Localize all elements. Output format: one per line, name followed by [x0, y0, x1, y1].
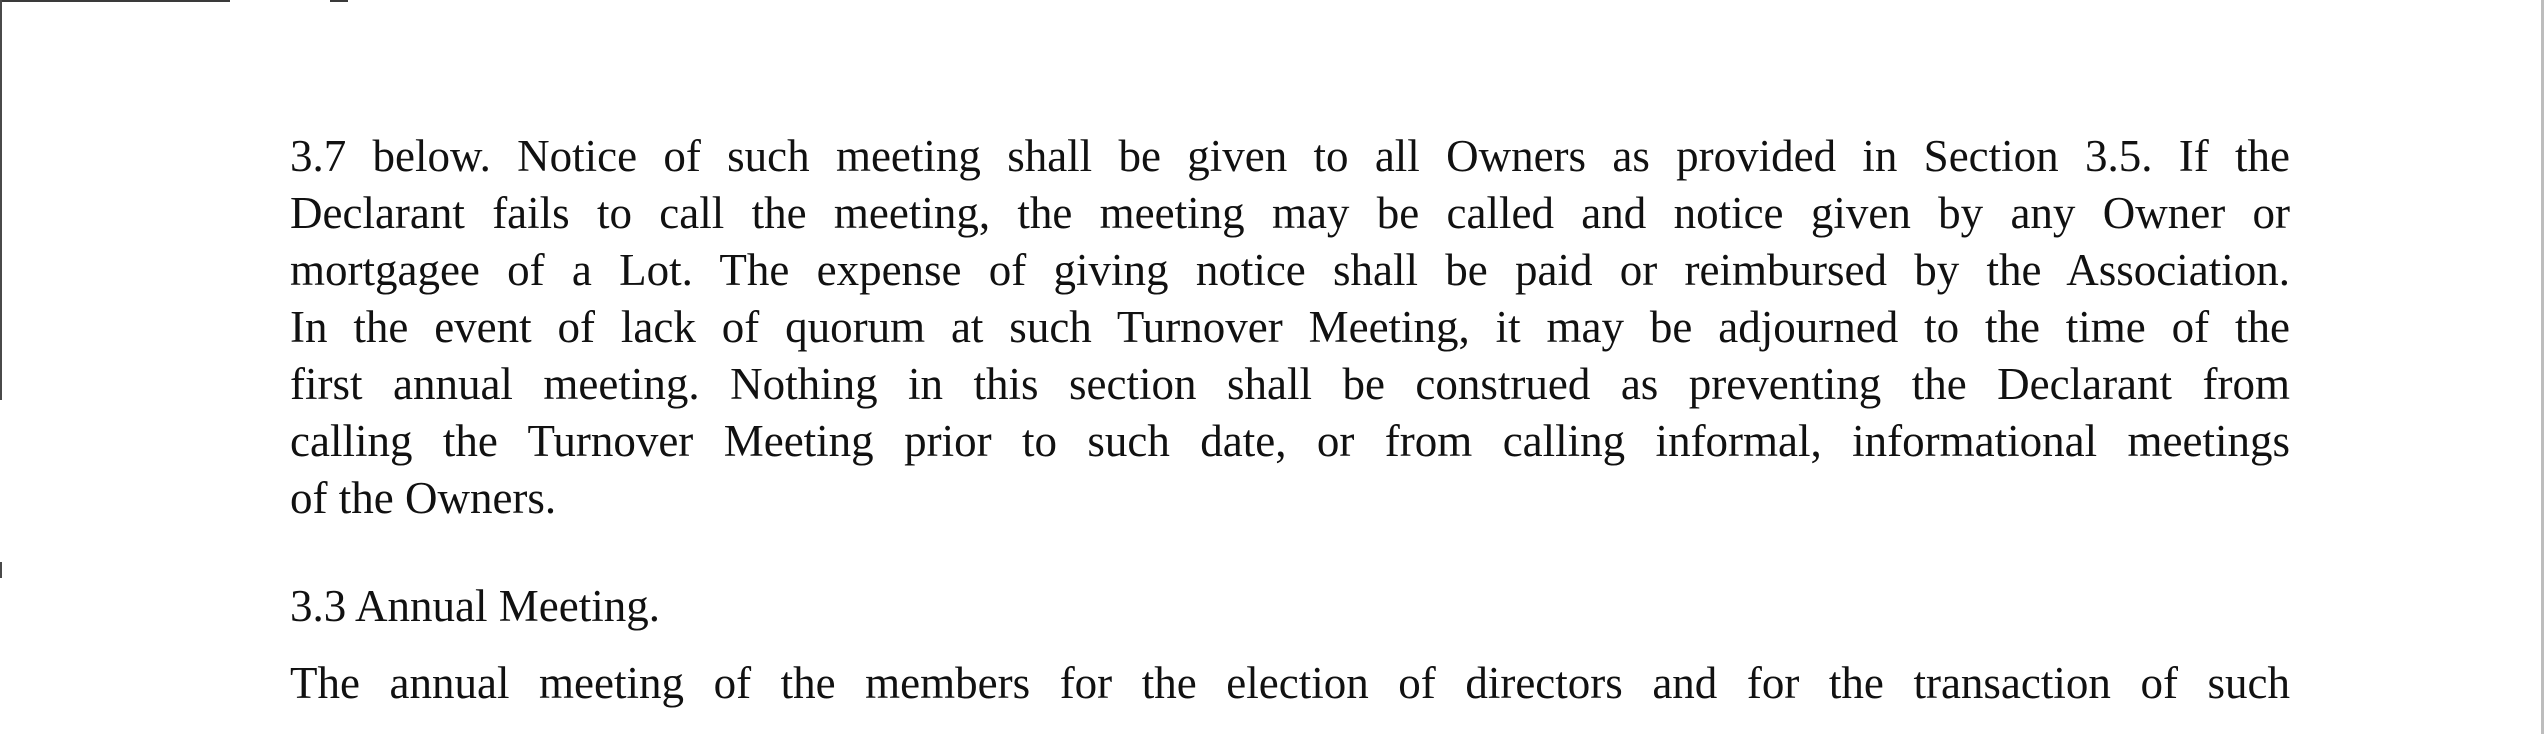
paragraph-annual-meeting: [290, 655, 2290, 712]
section-heading: 3.3 Annual Meeting.: [290, 581, 660, 631]
document-body: [290, 128, 2290, 712]
text-line: Declarant fails to call the meeting, the meeting may be called and notice given by any Owner or: [290, 188, 2290, 238]
text-line: The annual meeting of the members for the election of directors and for the transaction of such: [290, 658, 2290, 708]
text-line: In the event of lack of quorum at such Turnover Meeting, it may be adjourned to the time of the: [290, 302, 2290, 352]
paragraph-turnover-meeting: [290, 128, 2290, 527]
scan-edge-mark: [330, 0, 348, 2]
text-line: of the Owners.: [290, 473, 557, 523]
scan-edge-left: [0, 0, 2, 400]
text-line: mortgagee of a Lot. The expense of giving notice shall be paid or reimbursed by the Association.: [290, 245, 2290, 295]
scan-edge-top: [0, 0, 230, 2]
scan-edge-left-tick: [0, 562, 2, 578]
text-line: first annual meeting. Nothing in this section shall be construed as preventing the Declarant from: [290, 359, 2290, 409]
text-line: calling the Turnover Meeting prior to such date, or from calling informal, informational meetings: [290, 416, 2290, 466]
text-line: 3.7 below. Notice of such meeting shall be given to all Owners as provided in Section 3.5. If the: [290, 131, 2290, 181]
